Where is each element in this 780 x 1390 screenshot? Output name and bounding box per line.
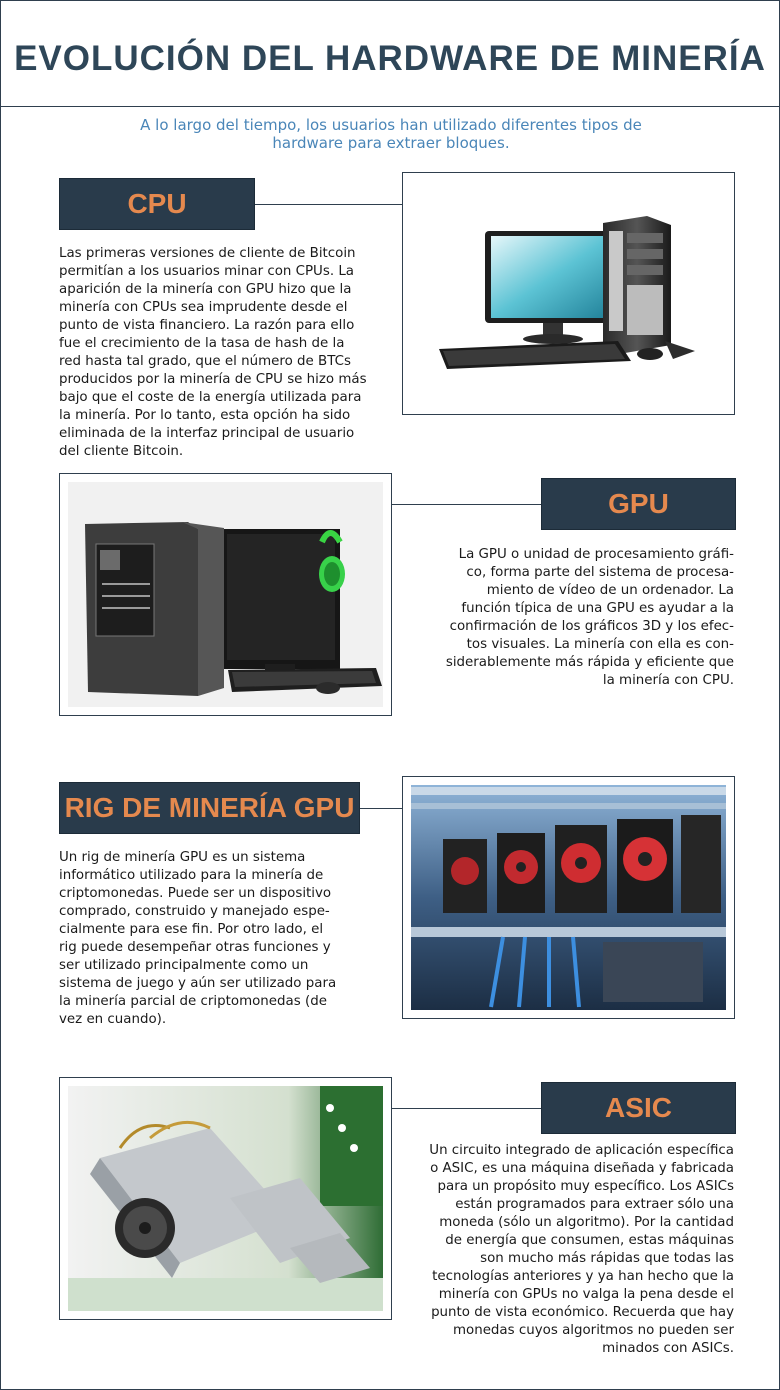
- header: [1, 1, 779, 107]
- rig-description: [59, 849, 399, 1029]
- text-line: eliminada de la interfaz principal de usuario: [59, 426, 355, 441]
- text-line: son mucho más rápidas que todas las: [480, 1251, 734, 1266]
- text-line: producidos por la minería de CPU se hizo más: [59, 372, 367, 387]
- cpu-image-frame: [402, 172, 735, 415]
- text-line: la minería con CPU.: [602, 673, 734, 688]
- gaming-pc-photo: [60, 474, 391, 715]
- text-line: ser utilizado principalmente como un: [59, 958, 309, 973]
- text-line: siderablemente más rápida y eficiente que: [445, 655, 734, 670]
- text-line: para un propósito muy específico. Los ASICs: [437, 1179, 734, 1194]
- gpu-label: GPU: [541, 478, 736, 530]
- page-subtitle: [101, 116, 681, 152]
- text-line: la minería parcial de criptomonedas (de: [59, 994, 327, 1009]
- text-line: Las primeras versiones de cliente de Bitcoin: [59, 246, 356, 261]
- text-line: están programados para extraer sólo una: [455, 1197, 734, 1212]
- asic-label: ASIC: [541, 1082, 736, 1134]
- cpu-label: CPU: [59, 178, 255, 230]
- text-line: minería con GPUs no valga la pena desde el: [438, 1287, 734, 1302]
- cpu-connector: [255, 204, 402, 205]
- text-line: moneda (sólo un algoritmo). Por la cantidad: [439, 1215, 734, 1230]
- text-line: minados con ASICs.: [602, 1341, 734, 1356]
- text-line: La GPU o unidad de procesamiento gráfi-: [458, 547, 734, 562]
- asic-description: [394, 1142, 734, 1358]
- rig-image-frame: [402, 776, 735, 1019]
- text-line: red hasta tal grado, que el número de BTCs: [59, 354, 351, 369]
- text-line: o ASIC, es una máquina diseñada y fabricada: [430, 1161, 734, 1176]
- rig-label: RIG DE MINERÍA GPU: [59, 782, 360, 834]
- desktop-computer-illustration: [403, 173, 734, 414]
- text-line: vez en cuando).: [59, 1012, 167, 1027]
- text-line: fue el crecimiento de la tasa de hash de la: [59, 336, 345, 351]
- text-line: tos visuales. La minería con ella es con-: [466, 637, 734, 652]
- text-line: aparición de la minería con GPU hizo que la: [59, 282, 352, 297]
- subtitle-line: A lo largo del tiempo, los usuarios han utilizado diferentes tipos de: [140, 116, 642, 134]
- gpu-connector: [392, 504, 541, 505]
- gpu-description: [394, 546, 734, 690]
- text-line: de energía que consumen, estas máquinas: [445, 1233, 734, 1248]
- text-line: minería con CPUs sea imprudente desde el: [59, 300, 348, 315]
- text-line: miento de vídeo de un ordenador. La: [486, 583, 734, 598]
- rig-connector: [360, 808, 402, 809]
- asic-miner-photo: [60, 1078, 391, 1319]
- text-line: confirmación de los gráficos 3D y los efec-: [449, 619, 734, 634]
- text-line: rig puede desempeñar otras funciones y: [59, 940, 331, 955]
- text-line: criptomonedas. Puede ser un dispositivo: [59, 886, 332, 901]
- text-line: Un circuito integrado de aplicación específica: [429, 1143, 734, 1158]
- text-line: del cliente Bitcoin.: [59, 444, 184, 459]
- text-line: la minería. Por lo tanto, esta opción ha sido: [59, 408, 351, 423]
- page-title: EVOLUCIÓN DEL HARDWARE DE MINERÍA: [14, 39, 766, 78]
- text-line: punto de vista financiero. La razón para ello: [59, 318, 355, 333]
- text-line: comprado, construido y manejado espe-: [59, 904, 330, 919]
- text-line: bajo que el coste de la energía utilizada para: [59, 390, 362, 405]
- text-line: monedas cuyos algoritmos no pueden ser: [452, 1323, 734, 1338]
- gpu-mining-rig-photo: [403, 777, 734, 1018]
- text-line: Un rig de minería GPU es un sistema: [59, 850, 306, 865]
- subtitle-line: hardware para extraer bloques.: [272, 134, 510, 152]
- text-line: permitían a los usuarios minar con CPUs. La: [59, 264, 355, 279]
- text-line: co, forma parte del sistema de procesa-: [466, 565, 734, 580]
- gpu-image-frame: [59, 473, 392, 716]
- text-line: función típica de una GPU es ayudar a la: [461, 601, 734, 616]
- text-line: cialmente para ese fin. Por otro lado, el: [59, 922, 324, 937]
- cpu-description: [59, 245, 399, 461]
- asic-connector: [392, 1108, 541, 1109]
- text-line: informático utilizado para la minería de: [59, 868, 324, 883]
- text-line: sistema de juego y aún ser utilizado para: [59, 976, 337, 991]
- text-line: tecnologías anteriores y ya han hecho que la: [432, 1269, 734, 1284]
- asic-image-frame: [59, 1077, 392, 1320]
- text-line: punto de vista económico. Recuerda que hay: [431, 1305, 734, 1320]
